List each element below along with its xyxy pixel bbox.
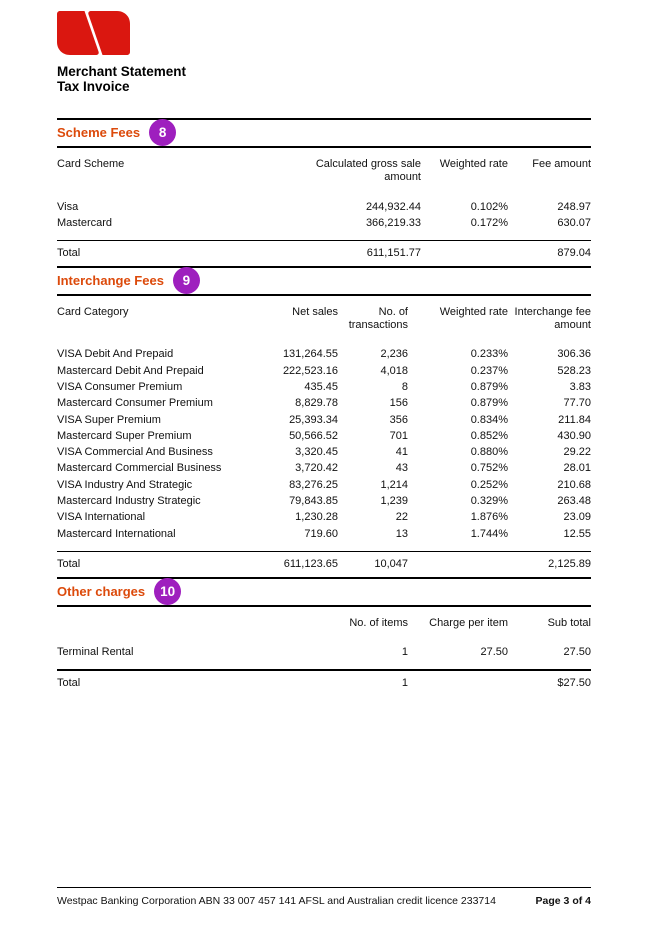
table-cell: 2,236 [380,348,408,361]
table-cell: VISA Debit And Prepaid [57,348,174,361]
document-title-line2: Tax Invoice [57,79,130,94]
table-cell: Mastercard [57,216,113,229]
section-heading-interchange-fees [57,266,591,296]
table-cell: VISA International [57,511,146,524]
table-row [57,493,591,509]
table-cell: 244,932.44 [365,200,421,213]
page-number: Page 3 of 4 [535,895,591,907]
header-row [57,607,591,645]
other-charges-table [57,607,591,697]
table-cell: VISA Commercial And Business [57,446,213,459]
table-cell: 430.90 [557,429,591,442]
table-row [57,645,591,671]
table-cell: 0.172% [470,216,508,229]
document-title-line1: Merchant Statement [57,64,187,79]
table-cell: 50,566.52 [289,429,338,442]
table-cell: Mastercard Debit And Prepaid [57,364,204,377]
table-cell: 25,393.34 [289,413,338,426]
total-cell: Total [57,670,282,696]
table-cell: 0.252% [470,478,508,491]
table-cell: 43 [395,462,408,475]
table-cell: 0.852% [470,429,508,442]
column-header: Fee amount [532,158,591,170]
table-cell: 22 [395,511,408,524]
table-cell: 23.09 [563,511,591,524]
total-cell: Total [57,240,285,266]
table-cell: 0.834% [470,413,508,426]
table-row [57,363,591,379]
table-row [57,215,591,240]
table-row [57,199,591,215]
column-header: Net sales [292,305,338,318]
table-cell: 0.102% [470,200,508,213]
column-header: Interchange fee amount [514,305,591,331]
table-cell: 1.744% [470,527,508,540]
section-heading-label: Other charges [57,583,146,599]
section-heading-label: Scheme Fees [57,125,141,140]
table-cell: 28.01 [563,462,591,475]
table-row [57,510,591,526]
section-heading-other-charges [57,577,591,607]
table-cell: 0.880% [470,446,508,459]
table-cell: 3,320.45 [295,446,338,459]
header-row [57,296,591,347]
table-cell: 630.07 [557,216,591,229]
table-cell: 366,219.33 [365,216,421,229]
column-header: Card Category [57,305,129,318]
table-cell: 0.879% [470,397,508,410]
table-cell: 0.233% [470,348,508,361]
step-badge: 9 [173,267,200,294]
table-cell: 0.752% [470,462,508,475]
table-cell: Terminal Rental [57,646,134,659]
table-cell: VISA Super Premium [57,413,161,426]
table-row [57,477,591,493]
table-cell: 8,829.78 [295,397,338,410]
table-row [57,412,591,428]
table-row [57,445,591,461]
page-footer [57,887,591,907]
table-cell: 1 [401,646,408,659]
table-cell: 210.68 [557,478,591,491]
table-cell: 356 [389,413,408,426]
westpac-logo [57,11,130,55]
table-cell: 83,276.25 [289,478,338,491]
column-header [57,607,282,645]
column-header: Weighted rate [439,158,508,170]
table-cell: 0.879% [470,381,508,394]
section-heading-scheme-fees [57,118,591,148]
table-cell: Mastercard Industry Strategic [57,495,201,507]
total-cell [408,670,508,696]
header-row [57,148,591,199]
total-cell [421,240,508,266]
total-cell: Total [57,551,247,577]
column-header: Sub total [547,616,591,629]
table-cell: 29.22 [563,446,591,459]
total-cell: $27.50 [508,670,591,696]
column-header: Calculated gross sale amount [315,158,421,183]
total-cell: 2,125.89 [508,551,591,577]
table-cell: 3,720.42 [295,462,338,475]
table-cell: 156 [389,397,408,410]
table-cell: 222,523.16 [282,364,338,377]
total-cell: 611,151.77 [285,240,421,266]
document-title [57,64,591,94]
table-cell: VISA Industry And Strategic [57,478,193,491]
table-cell: 701 [389,429,408,442]
footer-legal-text: Westpac Banking Corporation ABN 33 007 457 141 AFSL and Australian credit licence 233714 [57,895,496,907]
table-row [57,461,591,477]
column-header: Card Scheme [57,158,125,170]
total-cell [408,551,508,577]
scheme-fees-table [57,148,591,266]
table-cell: Visa [57,200,79,213]
step-badge: 8 [149,119,176,146]
table-cell: 306.36 [557,348,591,361]
table-cell: 12.55 [563,527,591,540]
total-cell: 879.04 [508,240,591,266]
table-cell: 0.329% [470,495,508,507]
column-header: Weighted rate [439,305,508,318]
table-cell: 79,843.85 [289,495,338,507]
table-cell: 4,018 [380,364,408,377]
table-cell: 3.83 [569,381,591,394]
table-cell: 13 [395,527,408,540]
table-cell: Mastercard Consumer Premium [57,397,213,410]
table-cell: 0.237% [470,364,508,377]
table-cell: 1,239 [380,495,408,507]
table-cell: 1,214 [380,478,408,491]
total-cell: 1 [282,670,408,696]
table-cell: Mastercard Commercial Business [57,462,222,475]
table-row [57,379,591,395]
table-row [57,396,591,412]
page-content [57,0,591,696]
table-cell: 131,264.55 [282,348,338,361]
step-badge: 10 [154,578,181,605]
table-cell: 263.48 [557,495,591,507]
total-row [57,240,591,266]
table-cell: 27.50 [480,646,508,659]
table-row [57,347,591,363]
interchange-fees-table [57,296,591,577]
column-header: No. of transactions [348,305,408,331]
total-row [57,670,591,696]
table-cell: 41 [395,446,408,459]
table-cell: Mastercard Super Premium [57,429,192,442]
column-header: No. of items [349,616,408,629]
table-cell: Mastercard International [57,527,176,540]
column-header: Charge per item [429,616,508,629]
table-cell: 719.60 [304,527,338,540]
table-cell: VISA Consumer Premium [57,381,183,394]
table-cell: 211.84 [558,413,591,426]
table-cell: 1,230.28 [295,511,338,524]
table-row [57,428,591,444]
table-cell: 435.45 [304,381,338,394]
table-cell: 528.23 [557,364,591,377]
table-cell: 8 [401,381,408,394]
table-cell: 77.70 [563,397,591,410]
table-cell: 248.97 [557,200,591,213]
table-cell: 27.50 [563,646,591,659]
total-cell: 611,123.65 [247,551,338,577]
total-row [57,551,591,577]
table-cell: 1.876% [470,511,508,524]
total-cell: 10,047 [338,551,408,577]
table-row [57,526,591,551]
section-heading-label: Interchange Fees [57,272,164,288]
